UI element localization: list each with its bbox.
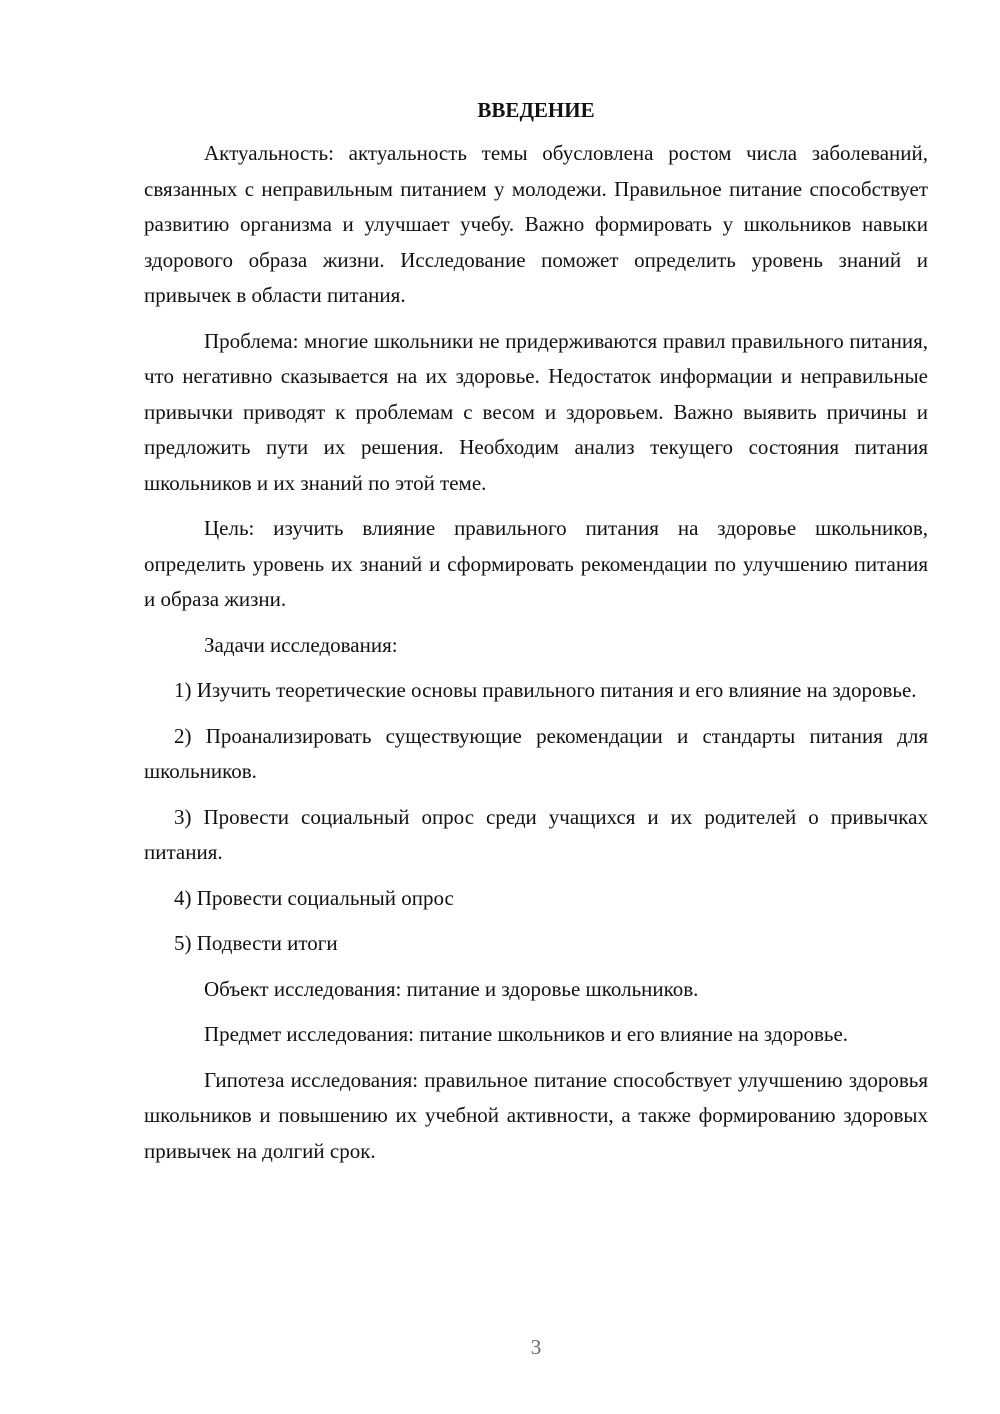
task-item-4: 4) Провести социальный опрос — [174, 885, 454, 910]
page-number: 3 — [530, 1335, 542, 1359]
problem-paragraph: Проблема: многие школьники не придерживаются правил правильного питания, что негативно сказывается на их здоровье. Недостаток информации и неправильные привычки приводят к проблемам с весом и здоровьем. Важно выявить причины и предложить пути их решения. Необходим анализ текущего состояния питания школьников и их знаний по этой теме. — [144, 328, 928, 495]
task-item-5: 5) Подвести итоги — [174, 931, 338, 955]
hypothesis-paragraph: Гипотеза исследования: правильное питание способствует улучшению здоровья школьников и повышению их учебной активности, а также формированию здоровых привычек на долгий срок. — [144, 1067, 928, 1163]
task-item-1: 1) Изучить теоретические основы правильного питания и его влияние на здоровье. — [174, 678, 917, 702]
page-content — [144, 94, 928, 1179]
tasks-heading: Задачи исследования: — [204, 632, 398, 657]
task-item-2: 2) Проанализировать существующие рекомендации и стандарты питания для школьников. — [144, 723, 928, 783]
task-item-3: 3) Провести социальный опрос среди учащихся и их родителей о привычках питания. — [144, 804, 928, 864]
relevance-paragraph: Актуальность: актуальность темы обусловлена ростом числа заболеваний, связанных с неправильным питанием у молодежи. Правильное питание способствует развитию организма и улучшает учебу. Важно формировать у школьников навыки здорового образа жизни. Исследование поможет определить уровень знаний и привычек в области питания. — [144, 141, 928, 307]
page-title: ВВЕДЕНИЕ — [477, 98, 595, 122]
goal-paragraph: Цель: изучить влияние правильного питания на здоровье школьников, определить уровень их знаний и сформировать рекомендации по улучшению питания и образа жизни. — [144, 516, 928, 611]
subject-paragraph: Предмет исследования: питание школьников и его влияние на здоровье. — [204, 1022, 849, 1046]
object-paragraph: Объект исследования: питание и здоровье школьников. — [204, 976, 699, 1001]
tasks-list — [144, 673, 928, 962]
